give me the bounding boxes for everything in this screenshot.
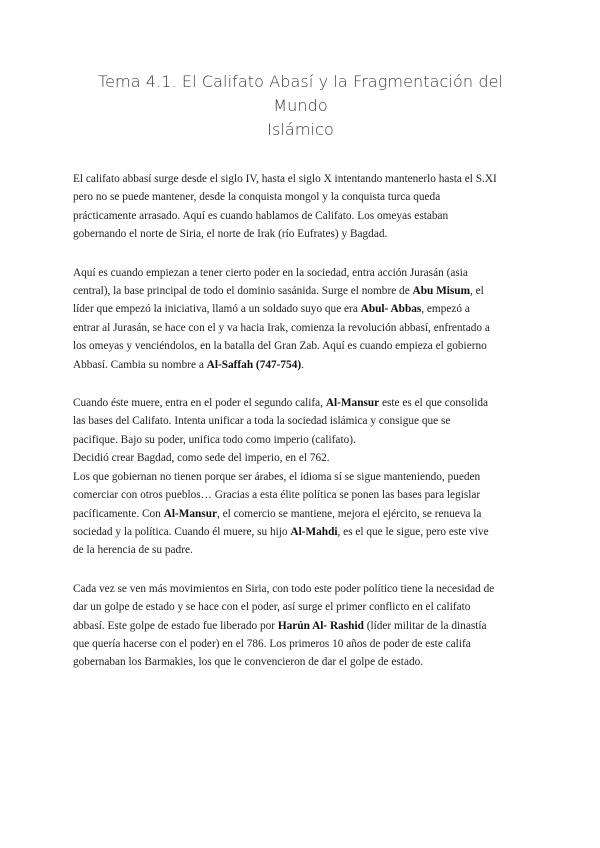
paragraph-2 — [73, 264, 528, 374]
bold-name: Al-Saffah (747-754) — [206, 358, 302, 371]
bold-name: Abu Misum — [412, 285, 470, 298]
title-line: Tema 4.1. El Califato Abasí y la Fragmentación del Mundo — [97, 72, 504, 115]
text-segment: líder que empezó la iniciativa, llamó a un soldado suyo que era — [73, 303, 361, 316]
text-line: de la herencia de su padre. — [73, 544, 193, 557]
text-segment: pacíficamente. Con — [73, 507, 164, 520]
bold-name: Abul- Abbas — [360, 303, 422, 316]
text-line: las bases del Califato. Intenta unificar a toda la sociedad islámica y consigue que se — [73, 415, 451, 428]
text-line: los omeyas y venciéndolos, en la batalla del Gran Zab. Aquí es cuando empieza el gobierno — [73, 340, 487, 353]
text-line: pacifique. Bajo su poder, unifica todo como imperio (califato). — [73, 433, 356, 446]
paragraph-1 — [73, 170, 528, 244]
text-line — [73, 394, 528, 412]
text-segment: , es el que le sigue, pero este vive — [337, 525, 489, 538]
text-segment: Abbasí. Cambia su nombre a — [73, 358, 207, 371]
text-segment: , empezó a — [421, 303, 470, 316]
bold-name: Al-Mansur — [163, 507, 218, 520]
document-body — [73, 170, 528, 672]
text-line — [73, 617, 528, 635]
text-line: gobernaban los Barmakies, los que le convencieron de dar el golpe de estado. — [73, 656, 424, 669]
text-line — [73, 505, 528, 523]
text-segment: (líder militar de la dinastía — [363, 619, 487, 632]
bold-name: Al-Mahdi — [290, 525, 338, 538]
paragraph-3 — [73, 394, 528, 560]
text-segment: Cuando éste muere, entra en el poder el segundo califa, — [73, 397, 326, 410]
text-line: entrar al Jurasán, se hace con el y va hacia Irak, comienza la revolución abbasí, enfrentado a — [73, 321, 490, 334]
title-line: Islámico — [267, 120, 334, 139]
text-line — [73, 282, 528, 300]
text-line: Aquí es cuando empiezan a tener cierto poder en la sociedad, entra acción Jurasán (asia — [73, 266, 468, 279]
text-line: comerciar con otros pueblos… Gracias a esta élite política se ponen las bases para legislar — [73, 489, 481, 502]
text-segment: , el — [470, 285, 484, 298]
page-title — [73, 0, 528, 142]
text-line — [73, 523, 528, 541]
text-line: Cada vez se ven más movimientos en Siria, con todo este poder político tiene la necesidad de — [73, 582, 495, 595]
text-line: Decidió crear Bagdad, como sede del imperio, en el 762. — [73, 452, 330, 465]
text-line: dar un golpe de estado y se hace con el poder, así surge el primer conflicto en el califato — [73, 601, 471, 614]
bold-name: Al-Mansur — [325, 397, 380, 410]
text-segment: , el comercio se mantiene, mejora el ejército, se renueva la — [217, 507, 482, 520]
text-line — [73, 300, 528, 318]
text-segment: . — [301, 358, 304, 371]
text-line: Los que gobiernan no tienen porque ser árabes, el idioma sí se sigue manteniendo, pueden — [73, 470, 481, 483]
text-line — [73, 356, 528, 374]
bold-name: Harún Al- Rashid — [277, 619, 364, 632]
text-segment: este es el que consolida — [379, 397, 489, 410]
text-line: prácticamente arrasado. Aquí es cuando hablamos de Califato. Los omeyas estaban — [73, 209, 449, 222]
text-segment: abbasí. Este golpe de estado fue liberado por — [73, 619, 278, 632]
text-segment: central), la base principal de todo el dominio sasánida. Surge el nombre de — [73, 285, 413, 298]
text-segment: sociedad y la política. Cuando él muere, su hijo — [73, 525, 291, 538]
text-line: El califato abbasí surge desde el siglo IV, hasta el siglo X intentando mantenerlo hasta el S.XI — [73, 173, 497, 185]
text-line: gobernando el norte de Siria, el norte de Irak (río Eufrates) y Bagdad. — [73, 228, 388, 241]
paragraph-4 — [73, 580, 528, 672]
text-line: que quería hacerse con el poder) en el 786. Los primeros 10 años de poder de este califa — [73, 637, 471, 650]
text-line: pero no se puede mantener, desde la conquista mongol y la conquista turca queda — [73, 191, 441, 204]
